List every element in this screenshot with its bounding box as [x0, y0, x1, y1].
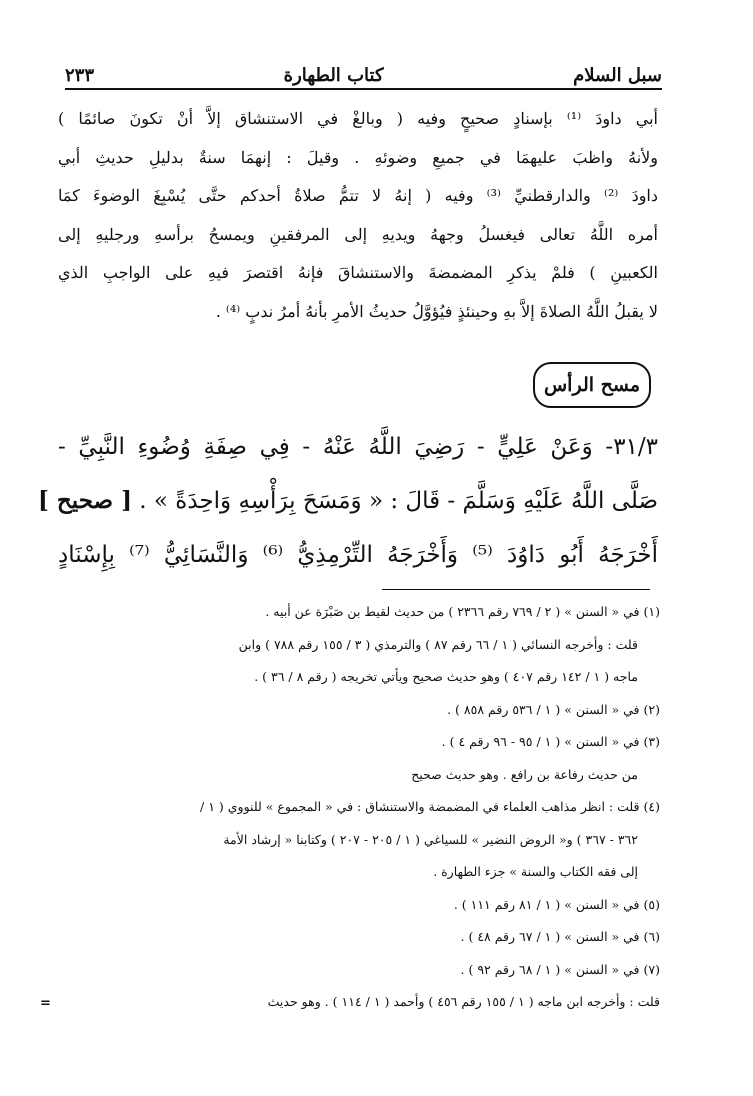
- page-header: [65, 56, 662, 86]
- footnote-line: قلت : وأخرجه ابن ماجه ( ١ / ١٥٥ رقم ٤٥٦ ) وأحمد ( ١ / ١١٤ ) . وهو حديث: [267, 994, 660, 1009]
- page-number: ٢٣٣: [65, 65, 95, 86]
- footnote-line: من حديث رفاعة بن رافع . وهو حديث صحيح: [411, 766, 638, 782]
- text-line: ولأنهُ واظبَ عليهمَا في جميعِ وضوئهِ . وقيلَ : إنهمَا سنةٌ بدليلِ حديثِ أبي: [58, 147, 659, 167]
- section-title: مسح الرأس: [533, 362, 651, 408]
- footnote-line: قلت : وأخرجه النسائي ( ١ / ٦٦ رقم ٨٧ ) والترمذي ( ٣ / ١٥٥ رقم ٧٨٨ ) وابن: [238, 636, 638, 652]
- text-line: الكعبينِ ) فلمْ يذكرِ المضمضةَ والاستنشاقَ فإنهُ اقتصرَ فيهِ على الواجبِ الذي: [58, 263, 658, 282]
- footnotes: [60, 596, 660, 1019]
- footnote-line: (١) في « السنن » ( ٢ / ٧٦٩ رقم ٢٣٦٦ ) من حديث لقيط بن صَبْرَة عن أبيه .: [265, 604, 660, 619]
- hadith-line: [38, 474, 658, 528]
- hadith-line: أَخْرَجَهُ أَبُو دَاوُدَ ⁽⁵⁾ وَأَخْرَجَهُ التِّرْمِذِيُّ ⁽⁶⁾ وَالنَّسَائِيُّ ⁽⁷⁾ بِإِسْنَادٍ: [58, 542, 659, 568]
- footnote-line: (٢) في « السنن » ( ١ / ٥٣٦ رقم ٨٥٨ ) .: [447, 701, 660, 717]
- hadith-line-text: صَلَّى اللَّهُ عَلَيْهِ وَسَلَّمَ - قَالَ : « وَمَسَحَ بِرَأْسِهِ وَاحِدَةً » .: [139, 488, 658, 514]
- text-line: أبي داودَ ⁽¹⁾ بإسنادٍ صحيحٍ وفيه ( وبالغْ في الاستنشاق إلاَّ أنْ تكونَ صائمًا ): [58, 109, 658, 128]
- footnote-line: (٤) قلت : انظر مذاهب العلماء في المضمضة والاستنشاق : في « المجموع » للنووي ( ١ /: [200, 799, 660, 814]
- footnote-separator: [382, 589, 650, 590]
- footnote-line: (٦) في « السنن » ( ١ / ٦٧ رقم ٤٨ ) .: [460, 929, 660, 944]
- commentary-text: [58, 100, 658, 331]
- text-line: أمره اللَّهُ تعالى فيغسلُ وجههُ ويديهِ إلى المرفقينِ ويمسحُ برأسهِ ورجليهِ إلى: [58, 224, 658, 244]
- book-title: سبل السلام: [573, 65, 662, 86]
- continuation-mark: =: [40, 996, 51, 1011]
- chapter-title: كتاب الطهارة: [283, 65, 384, 86]
- footnote-line: (٧) في « السنن » ( ١ / ٦٨ رقم ٩٢ ) .: [460, 961, 660, 977]
- footnote-line: ٣٦٢ - ٣٦٧ ) و« الروض النضير » للسياغي ( ١ / ٢٠٥ - ٢٠٧ ) وكتابنا « إرشاد الأمة: [223, 831, 638, 847]
- footnote-line: (٣) في « السنن » ( ١ / ٩٥ - ٩٦ رقم ٤ ) .: [441, 734, 660, 749]
- hadith-text: [38, 420, 659, 582]
- hadith-line: ٣١/٣- وَعَنْ عَلِيٍّ - رَضِيَ اللَّهُ عَنْهُ - فِي صِفَةِ وُضُوءِ النَّبِيِّ -: [58, 434, 658, 460]
- footnote-line: إلى فقه الكتاب والسنة » جزء الطهارة .: [433, 864, 638, 879]
- footnote-line: ماجه ( ١ / ١٤٢ رقم ٤٠٧ ) وهو حديث صحيح ويأتي تخريجه ( رقم ٨ / ٣٦ ) .: [254, 669, 638, 684]
- footnote-line: (٥) في « السنن » ( ١ / ٨١ رقم ١١١ ) .: [453, 896, 660, 912]
- text-line: لا يقبلُ اللَّهُ الصلاةَ إلاَّ بهِ وحينئذٍ فيُؤوَّلُ حديثُ الأمرِ بأنهُ أمرُ ندبٍ ⁽⁴⁾ .: [215, 301, 658, 321]
- header-rule: [65, 88, 662, 90]
- text-line: داودَ ⁽²⁾ والدارقطنيِّ ⁽³⁾ وفيه ( إنهُ لا تتمُّ صلاةُ أحدكم حتَّى يُسْبِغَ الوضوءَ كمَا: [58, 186, 658, 205]
- hadith-grade: [ صحيح ]: [38, 487, 132, 514]
